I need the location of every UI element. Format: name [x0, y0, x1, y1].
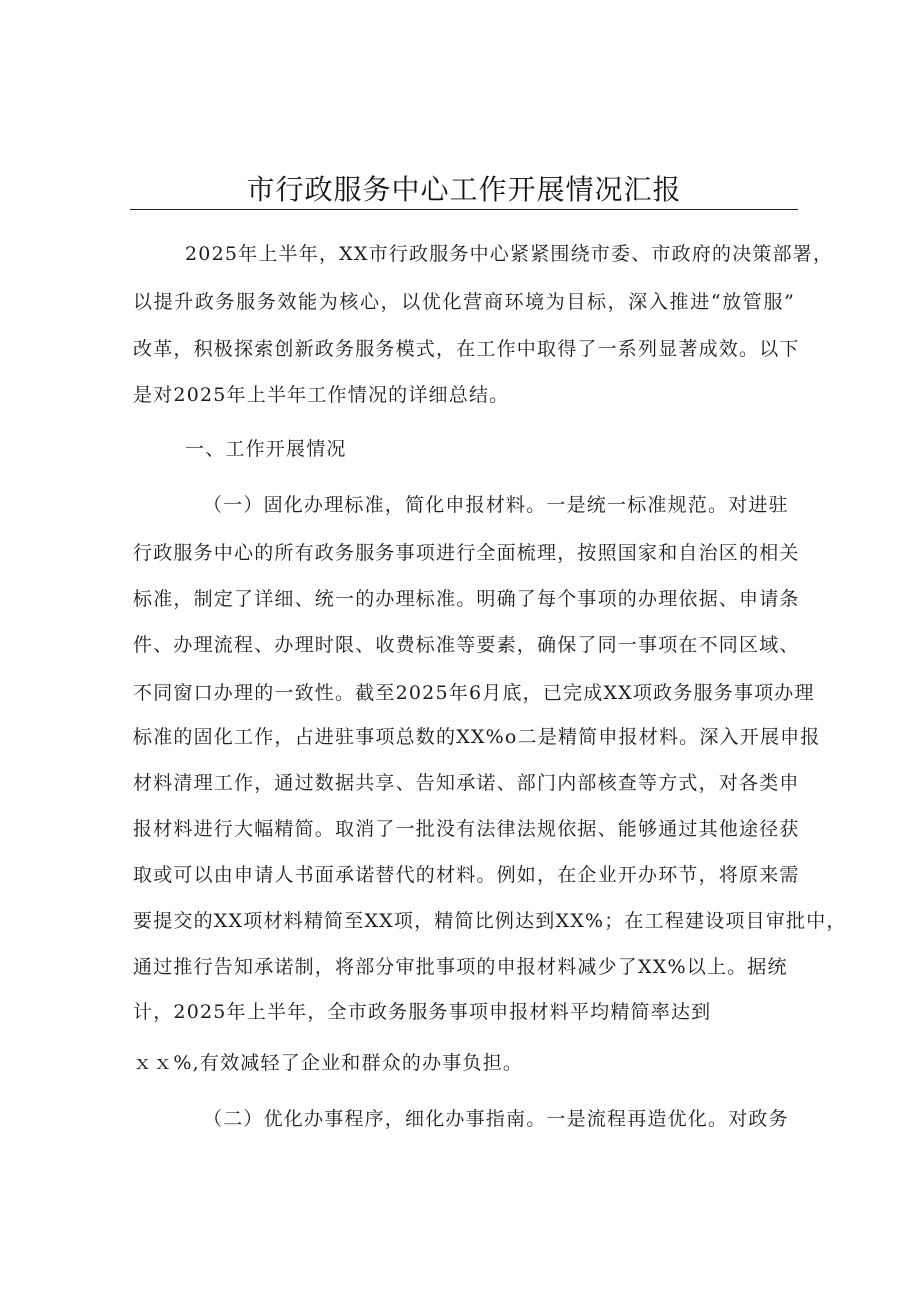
document-title: 市行政服务中心工作开展情况汇报 — [246, 173, 682, 206]
paragraph-line: ｘｘ%,有效减轻了企业和群众的办事负担。 — [133, 1052, 524, 1074]
paragraph-line: 要提交的XX项材料精简至XX项，精简比例达到XX%；在工程建设项目审批中， — [133, 910, 847, 932]
paragraph-line: 标准的固化工作，占进驻事项总数的XX%o二是精简申报材料。深入开展申报 — [133, 726, 821, 748]
paragraph-line: 报材料进行大幅精简。取消了一批没有法律法规依据、能够通过其他途径获 — [133, 818, 800, 840]
paragraph-line: 2025年上半年，XX市行政服务中心紧紧围绕市委、市政府的决策部署， — [185, 243, 834, 265]
paragraph-line: 是对2025年上半年工作情况的详细总结。 — [133, 384, 510, 406]
paragraph-line: 取或可以由申请人书面承诺替代的材料。例如，在企业开办环节，将原来需 — [133, 864, 800, 886]
paragraph-line: 标准，制定了详细、统一的办理标准。明确了每个事项的办理依据、申请条 — [133, 588, 800, 610]
section-heading: 一、工作开展情况 — [185, 438, 347, 460]
paragraph-line: 材料清理工作，通过数据共享、告知承诺、部门内部核查等方式，对各类申 — [133, 772, 800, 794]
paragraph-line: 计，2025年上半年，全市政务服务事项申报材料平均精简率达到 — [133, 1001, 712, 1023]
paragraph-line: 行政服务中心的所有政务服务事项进行全面梳理，按照国家和自治区的相关 — [133, 542, 800, 564]
paragraph-line: 不同窗口办理的一致性。截至2025年6月底，已完成XX项政务服务事项办理 — [133, 682, 815, 704]
paragraph-line: （一）固化办理标准，简化申报材料。一是统一标准规范。对进驻 — [203, 494, 789, 516]
title-underline — [130, 209, 798, 210]
paragraph-line: 改革，积极探索创新政务服务模式，在工作中取得了一系列显著成效。以下 — [133, 338, 800, 360]
paragraph-line: 通过推行告知承诺制，将部分审批事项的申报材料减少了XX%以上。据统 — [133, 956, 788, 978]
paragraph-line: 件、办理流程、办理时限、收费标准等要素，确保了同一事项在不同区域、 — [133, 634, 800, 656]
paragraph-line: （二）优化办事程序，细化办事指南。一是流程再造优化。对政务 — [203, 1108, 789, 1130]
paragraph-line: 以提升政务服务效能为核心，以优化营商环境为目标，深入推进“放管服” — [133, 291, 795, 313]
